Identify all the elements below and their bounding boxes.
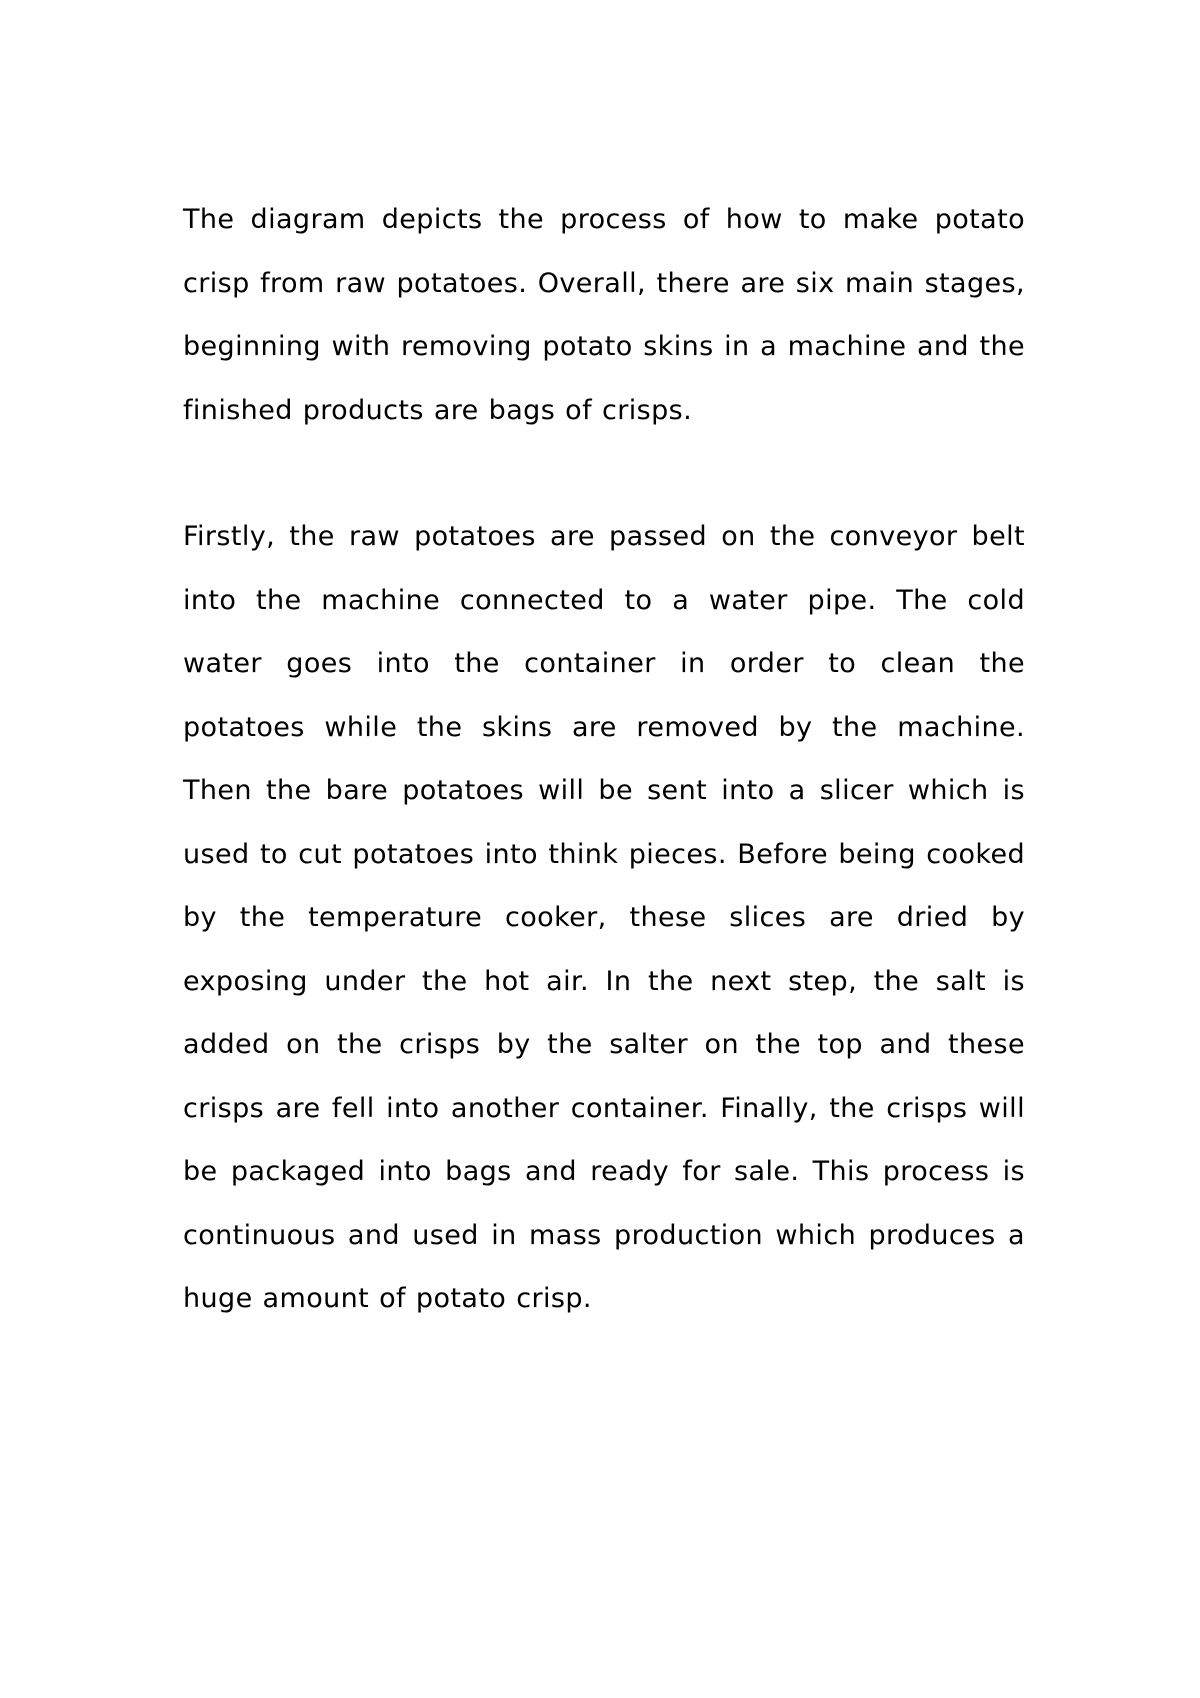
paragraph-overview: The diagram depicts the process of how to make potato crisp from raw potatoes. Overall, there are six main stages, beginning with removing potato skins in a machine and the finished products are bags of crisps. <box>183 204 1025 426</box>
paragraph-process-details: Firstly, the raw potatoes are passed on the conveyor belt into the machine connected to a water pipe. The cold water goes into the container in order to clean the potatoes while the skins are removed by the machine. Then the bare potatoes will be sent into a slicer which is used to cut potatoes into think pieces. Before being cooked by the temperature cooker, these slices are dried by exposing under the hot air. In the next step, the salt is added on the crisps by the salter on the top and these crisps are fell into another container. Finally, the crisps will be packaged into bags and ready for sale. This process is continuous and used in mass production which produces a huge amount of potato crisp. <box>183 521 1025 1314</box>
